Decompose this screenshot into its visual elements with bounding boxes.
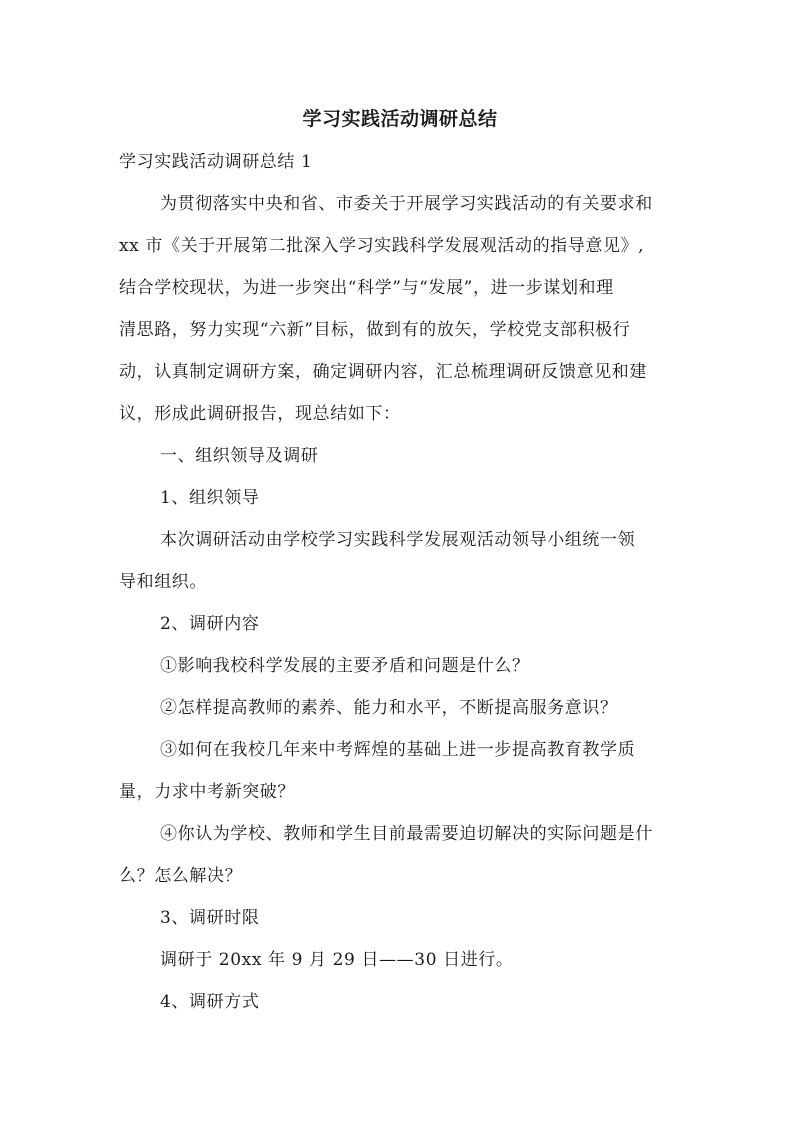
- subsection-heading: 3、调研时限: [160, 908, 260, 928]
- list-item: ①影响我校科学发展的主要矛盾和问题是什么？: [160, 656, 530, 676]
- subsection-heading: 4、调研方式: [160, 992, 260, 1012]
- subsection-heading: 1、组织领导: [160, 488, 260, 508]
- paragraph-line: 为贯彻落实中央和省、市委关于开展学习实践活动的有关要求和: [160, 194, 653, 214]
- paragraph-line: 议，形成此调研报告，现总结如下：: [119, 404, 401, 424]
- subsection-heading: 2、调研内容: [160, 614, 260, 634]
- paragraph-line: 结合学校现状，为进一步突出“科学”与“发展”，进一步谋划和理: [119, 278, 614, 298]
- paragraph-line: 清思路，努力实现“六新”目标，做到有的放矢，学校党支部积极行: [119, 320, 631, 340]
- list-item: ③如何在我校几年来中考辉煌的基础上进一步提高教育教学质: [160, 740, 636, 760]
- paragraph-line: 导和组织。: [119, 572, 207, 592]
- paragraph-line: 调研于 20xx 年 9 月 29 日——30 日进行。: [160, 950, 514, 970]
- list-item: ④你认为学校、教师和学生目前最需要迫切解决的实际问题是什: [160, 824, 653, 844]
- section-heading: 一、组织领导及调研: [160, 446, 319, 466]
- list-item-continuation: 量，力求中考新突破？: [119, 782, 295, 802]
- list-item-continuation: 么？怎么解决？: [119, 866, 243, 886]
- paragraph-line: xx 市《关于开展第二批深入学习实践科学发展观活动的指导意见》,: [119, 236, 645, 256]
- paragraph-line: 动，认真制定调研方案，确定调研内容，汇总梳理调研反馈意见和建: [119, 362, 647, 382]
- list-item: ②怎样提高教师的素养、能力和水平，不断提高服务意识？: [160, 698, 618, 718]
- document-subtitle: 学习实践活动调研总结 1: [119, 152, 313, 172]
- paragraph-line: 本次调研活动由学校学习实践科学发展观活动领导小组统一领: [160, 530, 636, 550]
- document-title: 学习实践活动调研总结: [302, 108, 498, 130]
